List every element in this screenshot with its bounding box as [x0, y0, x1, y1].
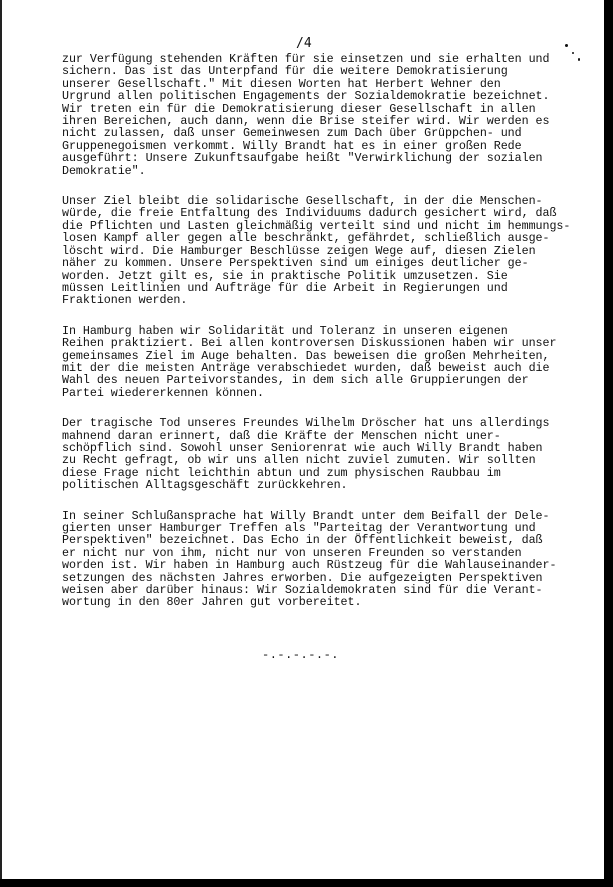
text-line: gemeinsames Ziel im Auge behalten. Das beweisen die großen Mehrheiten, [62, 348, 550, 363]
text-line: setzungen des nächsten Jahres erworben. Die aufgezeigten Perspektiven [62, 570, 543, 585]
paragraph [62, 417, 588, 491]
text-line: wortung in den 80er Jahren gut vorbereitet. [62, 595, 362, 610]
text-line: Der tragische Tod unseres Freundes Wilhelm Dröscher hat uns allerdings [62, 416, 550, 431]
text-line: mahnend daran erinnert, daß die Kräfte der Menschen nicht uner- [62, 428, 501, 443]
text-line: zu Recht gefragt, ob wir uns allen nicht zuviel zumuten. Wir sollten [62, 453, 536, 468]
text-line: weisen aber darüber hinaus: Wir Sozialdemokraten sind für die Verant- [62, 583, 543, 598]
text-line: er nicht nur von ihm, nicht nur von unseren Freunden so verstanden [62, 545, 522, 560]
text-line: worden ist. Wir haben in Hamburg auch Rüstzeug für die Wahlauseinander- [62, 558, 557, 573]
text-line: worden. Jetzt gilt es, sie in praktische Politik umzusetzen. Sie [62, 268, 508, 283]
paragraph [62, 195, 588, 307]
text-line: näher zu kommen. Unsere Perspektiven sind um einiges deutlicher ge- [62, 256, 529, 271]
text-line: müssen Leitlinien und Aufträge für die Arbeit in Regierungen und [62, 280, 508, 295]
paragraph [62, 53, 588, 177]
text-line: Demokratie". [62, 163, 146, 178]
text-line: Wahl des neuen Parteivorstandes, in dem sich alle Gruppierungen der [62, 373, 529, 388]
scan-border-bottom [0, 879, 613, 887]
text-line: würde, die freie Entfaltung des Individuums dadurch gesichert wird, daß [62, 206, 557, 221]
text-line: Wir treten ein für die Demokratisierung dieser Gesellschaft in allen [62, 101, 536, 116]
text-line: gierten unser Hamburger Treffen als "Parteitag der Verantwortung und [62, 521, 536, 535]
text-line: In seiner Schlußansprache hat Willy Brandt unter dem Beifall der Dele- [62, 508, 550, 523]
text-line: mit der die meisten Anträge verabschiedet wurden, daß beweist auch die [62, 360, 550, 375]
text-line: In Hamburg haben wir Solidarität und Toleranz in unseren eigenen [62, 323, 508, 338]
paragraph [62, 510, 588, 609]
text-line: Perspektiven" bezeichnet. Das Echo in der Öffentlichkeit beweist, daß [62, 533, 543, 548]
text-line: diese Frage nicht leichthin abtun und zum physischen Raubbau im [62, 465, 501, 480]
text-line: Reihen praktiziert. Bei allen kontroversen Diskussionen haben wir unser [62, 336, 557, 351]
text-line: löscht wird. Die Hamburger Beschlüsse zeigen Wege auf, diesen Zielen [62, 243, 536, 258]
page-number: /4 [296, 36, 312, 51]
end-mark: -.-.-.-.-. [262, 648, 340, 662]
text-line: ausgeführt: Unsere Zukunftsaufgabe heißt "Verwirklichung der sozialen [62, 151, 543, 166]
text-line: losen Kampf aller gegen alle beschränkt, gefährdet, schließlich ausge- [62, 231, 550, 246]
text-line: Fraktionen werden. [62, 293, 188, 308]
text-line: Gruppenegoismen verkommt. Willy Brandt hat es in einer großen Rede [62, 138, 522, 153]
document-body [62, 53, 588, 627]
text-line: politischen Alltagsgeschäft zurückkehren. [62, 478, 348, 493]
text-line: sichern. Das ist das Unterpfand für die weitere Demokratisierung [62, 64, 508, 79]
text-line: unserer Gesellschaft." Mit diesen Worten hat Herbert Wehner den [62, 76, 501, 91]
text-line: die Pflichten und Lasten gleichmäßig verteilt sind und nicht im hemmungs- [62, 218, 571, 233]
scan-speck [565, 44, 568, 47]
paragraph [62, 325, 588, 399]
text-line: schöpflich sind. Sowohl unser Seniorenrat wie auch Willy Brandt haben [62, 440, 543, 455]
text-line: ihren Bereichen, auch dann, wenn die Brise steifer wird. Wir werden es [62, 114, 550, 129]
scan-border-right [604, 0, 613, 887]
scan-border-left [0, 0, 2, 887]
text-line: Partei wiedererkennen können. [62, 385, 264, 400]
text-line: Unser Ziel bleibt die solidarische Gesellschaft, in der die Menschen- [62, 194, 543, 209]
text-line: nicht zulassen, daß unser Gemeinwesen zum Dach über Grüppchen- und [62, 126, 522, 141]
text-line: Urgrund allen politischen Engagements der Sozialdemokratie bezeichnet. [62, 89, 550, 104]
text-line: zur Verfügung stehenden Kräften für sie einsetzen und sie erhalten und [62, 52, 550, 66]
